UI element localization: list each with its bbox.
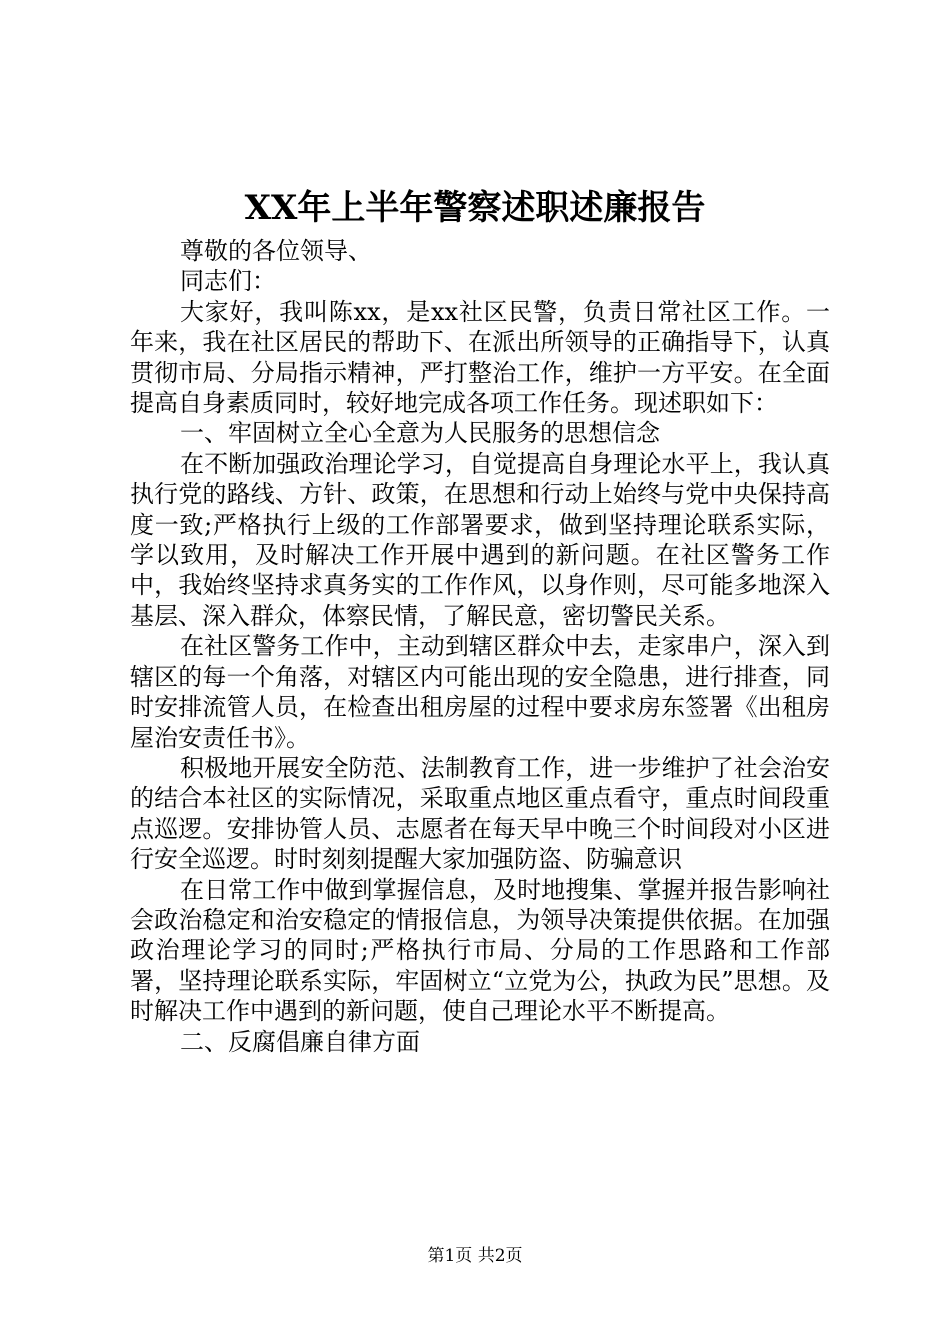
body-paragraph: 在社区警务工作中，主动到辖区群众中去，走家串户，深入到辖区的每一个角落，对辖区内可能出现的安全隐患，进行排查，同时安排流管人员，在检查出租房屋的过程中要求房东签署《出租房屋治安责任书》。 (130, 632, 830, 752)
section-heading-2: 二、反腐倡廉自律方面 (180, 1027, 420, 1056)
salutation-line-2: 同志们： (180, 267, 276, 296)
document-title: XX年上半年警察述职述廉报告 (244, 188, 706, 228)
section-heading-1: 一、牢固树立全心全意为人民服务的思想信念 (180, 419, 660, 448)
intro-paragraph: 大家好，我叫陈xx，是xx社区民警，负责日常社区工作。一年来，我在社区居民的帮助下、在派出所领导的正确指导下，认真贯彻市局、分局指示精神，严打整治工作，维护一方平安。在全面提高自身素质同时，较好地完成各项工作任务。现述职如下： (130, 297, 830, 418)
salutation-line-1: 尊敬的各位领导、 (180, 237, 372, 265)
body-paragraph: 在不断加强政治理论学习，自觉提高自身理论水平上，我认真执行党的路线、方针、政策，在思想和行动上始终与党中央保持高度一致;严格执行上级的工作部署要求，做到坚持理论联系实际，学以致用，及时解决工作开展中遇到的新问题。在社区警务工作中，我始终坚持求真务实的工作作风，以身作则，尽可能多地深入基层、深入群众，体察民情，了解民意，密切警民关系。 (130, 449, 830, 630)
page-number-footer: 第1页 共2页 (427, 1246, 523, 1266)
body-paragraph: 在日常工作中做到掌握信息，及时地搜集、掌握并报告影响社会政治稳定和治安稳定的情报信息，为领导决策提供依据。在加强政治理论学习的同时;严格执行市局、分局的工作思路和工作部署，坚持理论联系实际，牢固树立“立党为公，执政为民”思想。及时解决工作中遇到的新问题，使自己理论水平不断提高。 (130, 875, 830, 1026)
document-body (130, 236, 830, 1057)
body-paragraph: 积极地开展安全防范、法制教育工作，进一步维护了社会治安的结合本社区的实际情况，采取重点地区重点看守，重点时间段重点巡逻。安排协管人员、志愿者在每天早中晚三个时间段对小区进行安全巡逻。时时刻刻提醒大家加强防盗、防骗意识 (130, 753, 830, 874)
